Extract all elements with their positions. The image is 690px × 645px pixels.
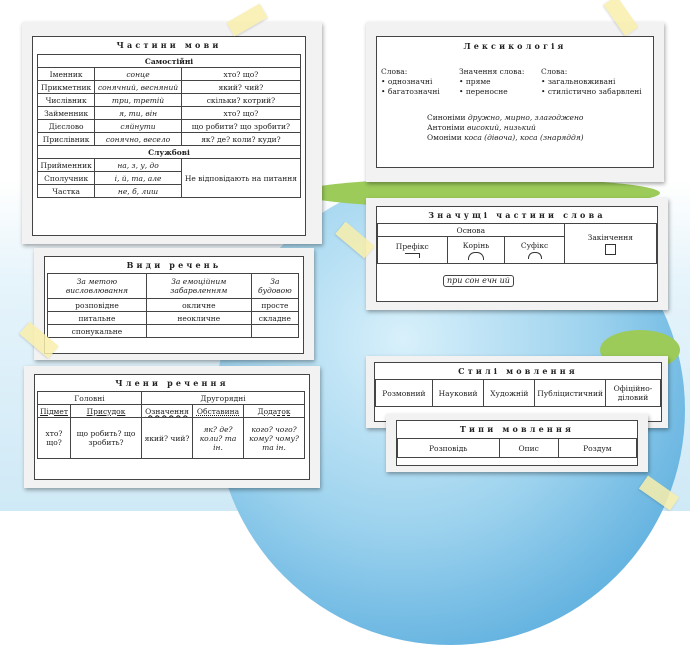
pos-question: хто? що? [181,107,300,120]
pos-example: сонце [95,68,182,81]
root-cell [447,237,505,264]
antonyms-value: високий, низький [466,123,536,132]
independent-header: Самостійні [38,55,301,68]
ending-icon [605,244,616,255]
pos-name: Частка [38,185,95,198]
sentence-members-table [37,391,305,459]
lexicology-column-1 [381,67,440,97]
pos-name: Іменник [38,68,95,81]
suffix-icon [528,252,542,259]
member-adverbial: Обставина [196,406,240,416]
pos-example: сонячно, весело [95,133,182,146]
pos-question: хто? що? [181,68,300,81]
sentence-type-cell: спонукальне [48,325,147,338]
sentence-type-cell [146,325,251,338]
words-header: Слова: [381,67,408,76]
pos-name: Прийменник [38,159,95,172]
member-question: який? чий? [142,418,193,459]
words-item: • багатозначні [381,87,440,96]
sentence-members-sheet [24,366,320,488]
sentence-types-sheet [34,248,314,360]
homonyms-value: коса (дівоча), коса (знаряддя) [464,133,584,142]
sentence-type-cell: просте [251,299,298,312]
type-cell: Розповідь [398,439,500,458]
word-parts-table [377,223,657,264]
pos-example: три, третій [95,94,182,107]
pos-example: і, й, та, але [95,172,182,185]
service-note: Не відповідають на питання [181,159,300,198]
member-attribute: Означення [145,406,189,416]
style-cell: Художній [484,380,535,407]
service-header: Службові [38,146,301,159]
words-style-header: Слова: [541,67,568,76]
pos-example: сяйнути [95,120,182,133]
words-item: • однозначні [381,77,433,86]
speech-types-panel [396,420,638,466]
sentence-type-cell [251,325,298,338]
style-cell: Офіційно-діловий [606,380,661,407]
meaning-item: • пряме [459,77,491,86]
sentence-type-header: За метою висловлювання [48,274,147,299]
member-question: кого? чого? кому? чому? та ін. [244,418,305,459]
pos-example: я, ти, він [95,107,182,120]
word-parts-sheet [366,198,668,310]
parts-of-speech-table [37,54,301,198]
homonyms-label: Омоніми [427,133,462,142]
lexicology-title: Лексикологія [463,41,567,51]
ending-label: Закінчення [587,232,634,242]
sentence-type-cell: окличне [146,299,251,312]
synonyms-label: Синоніми [427,113,466,122]
type-cell: Опис [499,439,558,458]
member-question: як? де? коли? та ін. [193,418,244,459]
pos-name: Прикметник [38,81,95,94]
sentence-type-cell: розповідне [48,299,147,312]
sentence-members-panel [34,374,310,480]
antonyms-label: Антоніми [427,123,465,132]
lexicology-panel [376,36,654,168]
pos-question: який? чий? [181,81,300,94]
sentence-types-title: Види речень [126,260,222,270]
speech-types-table [397,438,637,458]
sentence-type-cell: неокличне [146,312,251,325]
prefix-cell [378,237,448,264]
sentence-types-panel [44,256,304,354]
parts-of-speech-title: Частини мови [116,40,222,50]
suffix-label: Суфікс [520,241,549,250]
type-cell: Роздум [558,439,636,458]
root-icon [468,252,484,260]
speech-styles-table [375,379,661,407]
speech-styles-panel [374,362,662,422]
prefix-label: Префікс [395,242,429,251]
sentence-type-header: За емоційним забарвленням [146,274,251,299]
member-subject: Підмет [40,406,68,416]
synonyms-value: дружно, мирно, злагоджено [467,113,584,122]
sentence-types-table [47,273,299,338]
lexicology-column-2 [459,67,524,97]
secondary-members-header: Другорядні [142,392,305,405]
sentence-type-header: За будовою [251,274,298,299]
pos-name: Числівник [38,94,95,107]
ending-cell [564,224,656,264]
style-cell: Публіцистичний [535,380,606,407]
pos-name: Сполучник [38,172,95,185]
meaning-item: • переносне [459,87,508,96]
speech-types-sheet [386,414,648,472]
base-label: Основа [378,224,565,237]
sentence-type-cell: питальне [48,312,147,325]
root-label: Корінь [462,240,490,250]
member-predicate: Присудок [86,406,126,416]
speech-types-title: Типи мовлення [459,424,575,434]
member-object: Додаток [257,406,291,416]
meaning-header: Значення слова: [459,67,525,76]
sentence-type-cell: складне [251,312,298,325]
words-style-item: • стилістично забарвлені [541,87,642,96]
main-members-header: Головні [38,392,142,405]
pos-example: на, з, у, до [95,159,182,172]
lexicology-relations [427,113,584,143]
sentence-members-title: Члени речення [115,378,229,388]
style-cell: Розмовний [376,380,433,407]
member-question: хто? що? [38,418,71,459]
style-cell: Науковий [432,380,484,407]
lexicology-column-3 [541,67,642,97]
prefix-icon [405,253,420,258]
parts-of-speech-sheet [22,22,322,244]
speech-styles-title: Стилі мовлення [458,366,578,376]
parts-of-speech-panel [32,36,306,236]
lexicology-sheet [366,22,664,182]
word-parts-example: при сон ечн ий [443,275,514,287]
word-parts-panel [376,206,658,302]
pos-example: сонячний, весняний [95,81,182,94]
word-parts-title: Значущі частини слова [428,210,606,220]
pos-name: Дієслово [38,120,95,133]
pos-question: як? де? коли? куди? [181,133,300,146]
words-style-item: • загальновживані [541,77,616,86]
suffix-cell [505,237,564,264]
pos-name: Прислівник [38,133,95,146]
pos-question: що робити? що зробити? [181,120,300,133]
pos-name: Займенник [38,107,95,120]
pos-example: не, б, лиш [95,185,182,198]
pos-question: скільки? котрий? [181,94,300,107]
member-question: що робить? що зробить? [71,418,142,459]
